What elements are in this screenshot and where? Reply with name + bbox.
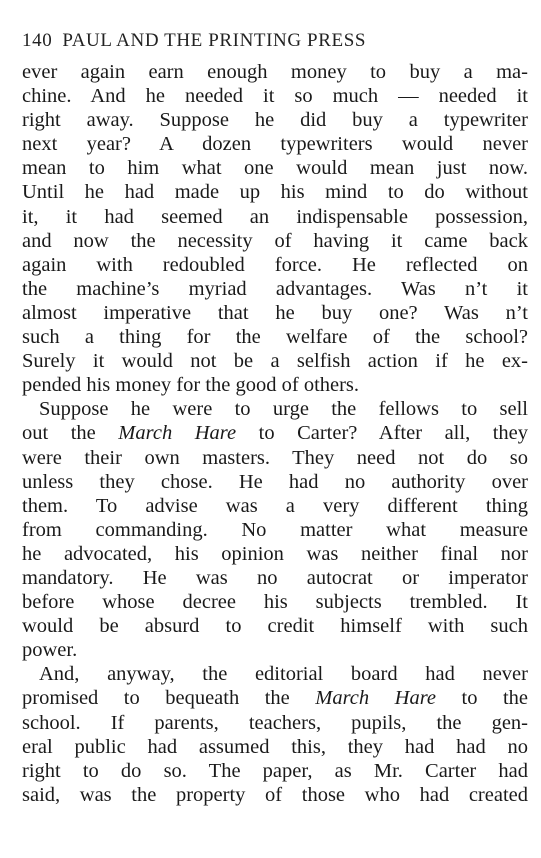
text-line: before whose decree his subjects trembled. It — [22, 591, 528, 614]
text-line: promised to bequeath the March Hare to the — [22, 687, 528, 710]
text-line: and now the necessity of having it came back — [22, 229, 528, 252]
body-text — [22, 60, 528, 807]
text-line: he advocated, his opinion was neither final nor — [22, 542, 528, 565]
text-line: again with redoubled force. He reflected on — [22, 253, 528, 276]
book-title: PAUL AND THE PRINTING PRESS — [62, 30, 367, 51]
text-line: almost imperative that he buy one? Was n’t — [22, 301, 528, 324]
book-page — [22, 30, 528, 807]
text-line: from commanding. No matter what measure — [22, 518, 528, 541]
text-line: mandatory. He was no autocrat or imperator — [22, 566, 528, 589]
text-line: were their own masters. They need not do so — [22, 446, 528, 469]
text-line: ever again earn enough money to buy a ma- — [22, 61, 528, 83]
text-line: Surely it would not be a selfish action if he ex- — [22, 350, 528, 373]
text-line: unless they chose. He had no authority over — [22, 470, 528, 493]
italic-title: March Hare — [118, 422, 237, 445]
text-line: it, it had seemed an indispensable possession, — [22, 205, 528, 228]
text-line: right to do so. The paper, as Mr. Carter had — [22, 759, 528, 782]
page-number: 140 — [22, 30, 53, 51]
text-line: them. To advise was a very different thing — [22, 494, 528, 517]
running-head — [22, 30, 528, 58]
text-line: would be absurd to credit himself with such — [22, 615, 528, 638]
text-line: said, was the property of those who had created — [22, 783, 528, 806]
text-line: Suppose he were to urge the fellows to sell — [39, 398, 528, 421]
text-line: Until he had made up his mind to do without — [22, 181, 528, 204]
text-line: mean to him what one would mean just now. — [22, 157, 528, 180]
text-line: chine. And he needed it so much — needed it — [22, 85, 528, 108]
text-line: such a thing for the welfare of the school? — [22, 326, 528, 349]
text-line: the machine’s myriad advantages. Was n’t it — [22, 277, 528, 300]
text-line: out the March Hare to Carter? After all, they — [22, 422, 529, 445]
text-line: pended his money for the good of others. — [22, 374, 360, 397]
text-line: next year? A dozen typewriters would never — [22, 133, 528, 156]
text-line: power. — [22, 639, 78, 662]
text-line: right away. Suppose he did buy a typewriter — [22, 109, 528, 132]
text-line: And, anyway, the editorial board had never — [39, 663, 528, 686]
text-line: school. If parents, teachers, pupils, the gen- — [22, 711, 528, 734]
text-line: eral public had assumed this, they had had no — [22, 735, 528, 758]
italic-title: March Hare — [315, 687, 437, 710]
